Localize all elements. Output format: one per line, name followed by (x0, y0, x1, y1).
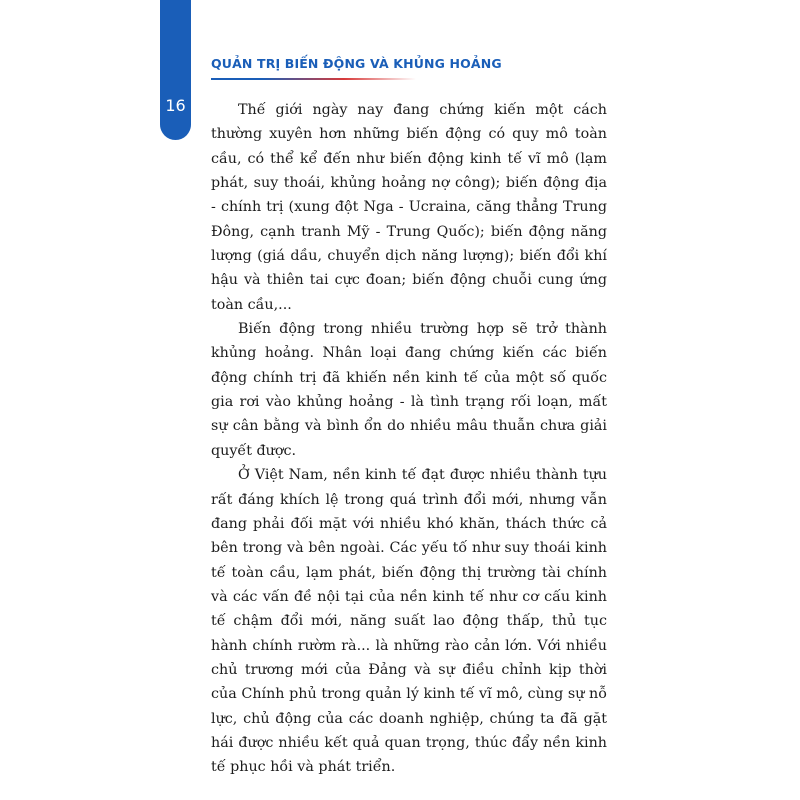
header-rule (211, 78, 416, 80)
body-text (211, 98, 607, 780)
paragraph-3: Ở Việt Nam, nền kinh tế đạt được nhiều thành tựu rất đáng khích lệ trong quá trình đổi mới, nhưng vẫn đang phải đối mặt với nhiều khó khăn, thách thức cả bên trong và bên ngoài. Các yếu tố như suy thoái kinh tế toàn cầu, lạm phát, biến động thị trường tài chính và các vấn đề nội tại của nền kinh tế như cơ cấu kinh tế chậm đổi mới, năng suất lao động thấp, thủ tục hành chính rườm rà... là những rào cản lớn. Với nhiều chủ trương mới của Đảng và sự điều chỉnh kịp thời của Chính phủ trong quản lý kinh tế vĩ mô, cùng sự nỗ lực, chủ động của các doanh nghiệp, chúng ta đã gặt hái được nhiều kết quả quan trọng, thúc đẩy nền kinh tế phục hồi và phát triển. (211, 467, 607, 776)
paragraph-2: Biến động trong nhiều trường hợp sẽ trở thành khủng hoảng. Nhân loại đang chứng kiến các biến động chính trị đã khiến nền kinh tế của một số quốc gia rơi vào khủng hoảng - là tình trạng rối loạn, mất sự cân bằng và bình ổn do nhiều mâu thuẫn chưa giải quyết được. (211, 321, 607, 459)
page-number: 16 (165, 96, 186, 115)
page-number-tab (160, 0, 191, 140)
paragraph-1: Thế giới ngày nay đang chứng kiến một cách thường xuyên hơn những biến động có quy mô toàn cầu, có thể kể đến như biến động kinh tế vĩ mô (lạm phát, suy thoái, khủng hoảng nợ công); biến động địa - chính trị (xung đột Nga - Ucraina, căng thẳng Trung Đông, cạnh tranh Mỹ - Trung Quốc); biến động năng lượng (giá dầu, chuyển dịch năng lượng); biến đổi khí hậu và thiên tai cực đoan; biến động chuỗi cung ứng toàn cầu,... (211, 102, 607, 313)
running-header: QUẢN TRỊ BIẾN ĐỘNG VÀ KHỦNG HOẢNG (211, 56, 502, 71)
